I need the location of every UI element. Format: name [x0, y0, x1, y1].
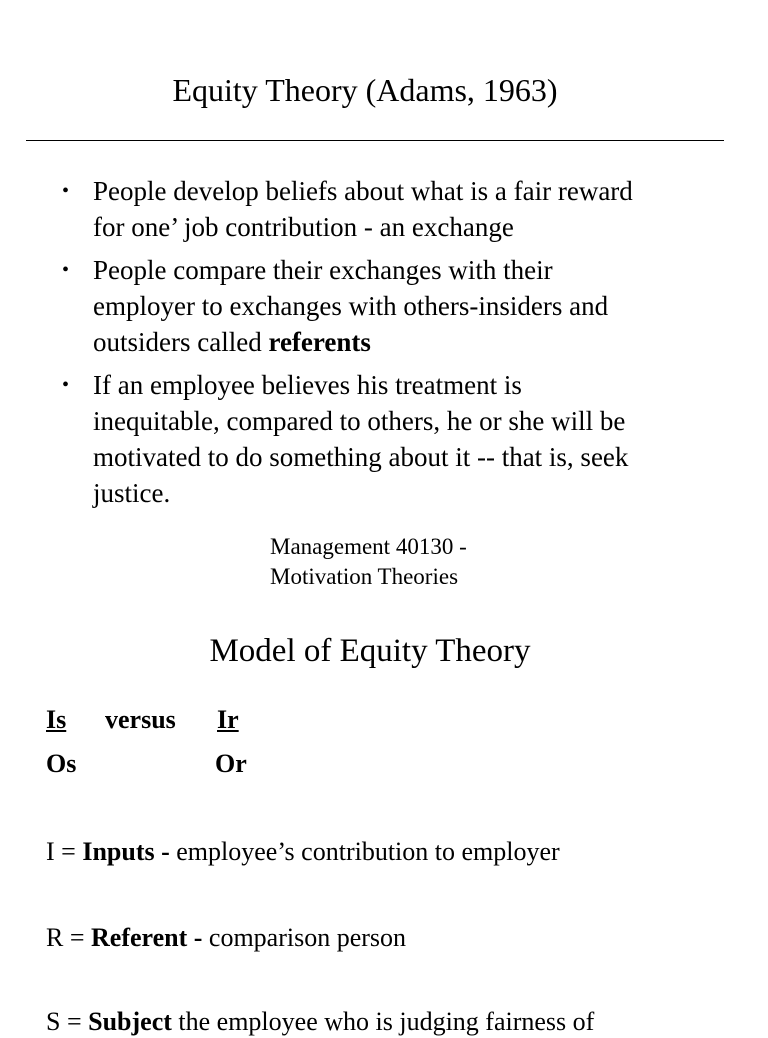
bold-term-referents: referents [268, 327, 371, 357]
bullet-icon: • [62, 259, 70, 281]
footer-line: Motivation Theories [270, 564, 459, 589]
definition-referent [46, 922, 406, 954]
definition-text: the employee who is judging fairness of [171, 1007, 595, 1036]
bullet-item [62, 367, 702, 511]
ratio-left-numerator: Is [46, 705, 67, 734]
bullet-line: motivated to do something about it -- that is, seek [93, 442, 629, 472]
definition-inputs [46, 836, 560, 868]
ratio-left-denominator: Os [46, 749, 77, 778]
footer-line: Management 40130 - [270, 534, 467, 559]
bullet-line: justice. [93, 478, 171, 508]
definition-subject [46, 1006, 594, 1038]
definition-term: Subject [88, 1007, 172, 1036]
bullet-icon: • [62, 374, 70, 396]
bullet-line: inequitable, compared to others, he or she will be [93, 406, 626, 436]
bullet-line: If an employee believes his treatment is [93, 370, 522, 400]
bullet-list [62, 173, 702, 518]
ratio-right-numerator: Ir [217, 705, 239, 734]
slide-footer [270, 532, 570, 589]
bullet-icon: • [62, 180, 70, 202]
definition-symbol: R = [46, 923, 92, 952]
bullet-line: for one’ job contribution - an exchange [93, 212, 514, 242]
definition-symbol: S = [46, 1007, 89, 1036]
bullet-item [62, 173, 702, 245]
definition-term: Referent - [91, 923, 203, 952]
bullet-item [62, 252, 702, 360]
bullet-line: People compare their exchanges with their [93, 255, 553, 285]
definition-symbol: I = [46, 837, 83, 866]
slide-model-of-equity [0, 600, 768, 1036]
ratio-versus: versus [105, 705, 176, 734]
slide-title: Equity Theory (Adams, 1963) [172, 72, 558, 108]
definition-text: employee’s contribution to employer [169, 837, 560, 866]
definition-term: Inputs - [82, 837, 170, 866]
bullet-line: outsiders called [93, 327, 269, 357]
bullet-line: People develop beliefs about what is a fair reward [93, 176, 633, 206]
slide-title: Model of Equity Theory [209, 633, 531, 669]
definition-text: comparison person [202, 923, 407, 952]
bullet-line: employer to exchanges with others-insiders and [93, 291, 609, 321]
title-divider [26, 140, 724, 141]
ratio-right-denominator: Or [215, 749, 247, 778]
